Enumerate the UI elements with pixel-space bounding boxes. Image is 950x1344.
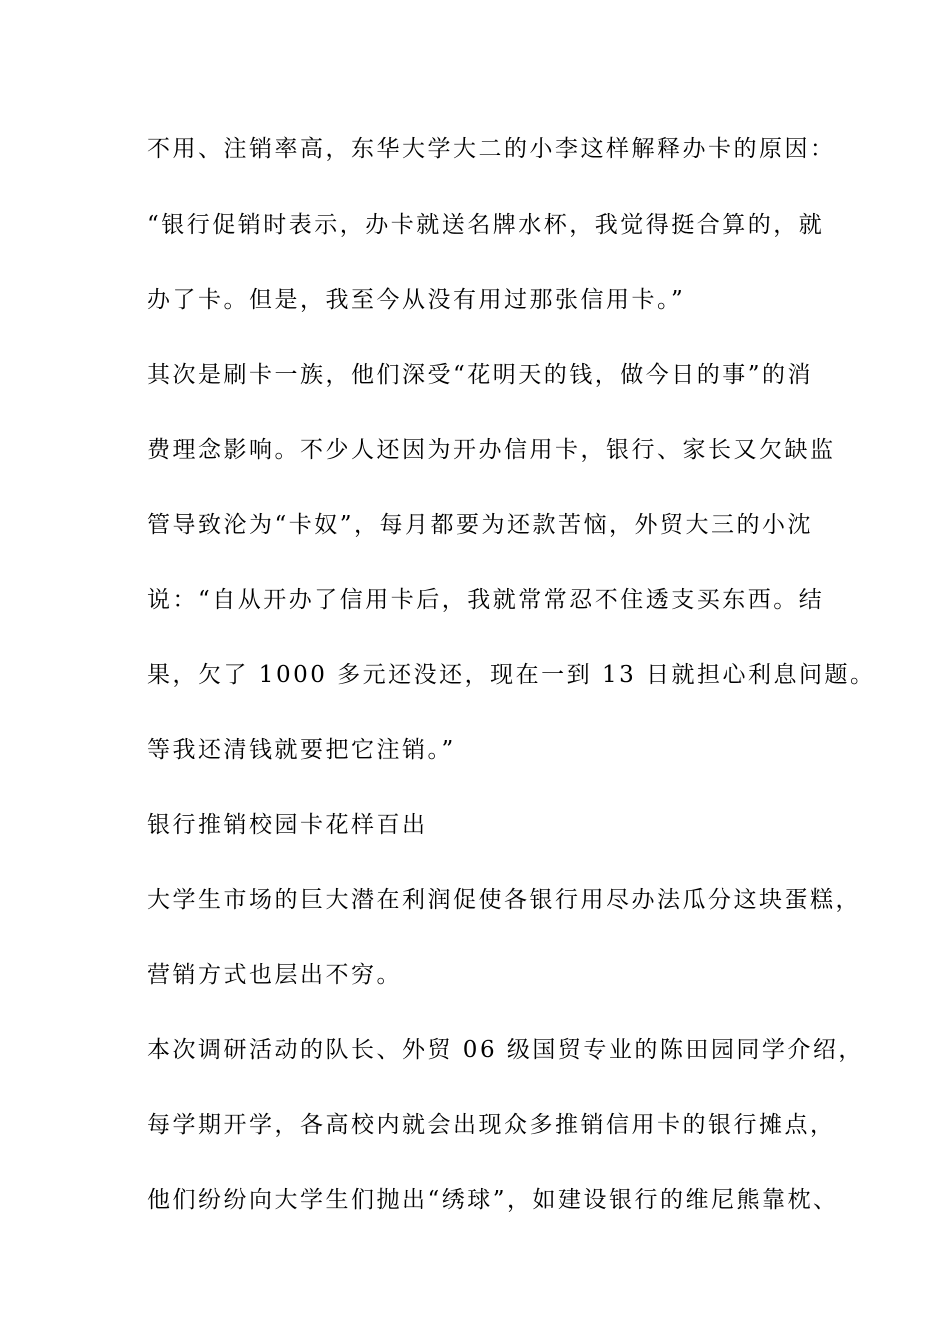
text-line: 办了卡。但是，我至今从没有用过那张信用卡。” <box>147 287 686 313</box>
section-heading: 银行推销校园卡花样百出 <box>147 812 428 838</box>
text-line: 营销方式也层出不穷。 <box>147 962 402 988</box>
text-line: 本次调研活动的队长、外贸 06 级国贸专业的陈田园同学介绍， <box>147 1037 864 1063</box>
text-line: 他们纷纷向大学生们抛出“绣球”，如建设银行的维尼熊靠枕、 <box>147 1187 839 1213</box>
text-line: 等我还清钱就要把它注销。” <box>147 737 456 763</box>
text-line: 其次是刷卡一族，他们深受“花明天的钱，做今日的事”的消 <box>147 362 814 388</box>
text-line: 每学期开学，各高校内就会出现众多推销信用卡的银行摊点， <box>147 1112 836 1138</box>
text-line: 说：“自从开办了信用卡后，我就常常忍不住透支买东西。结 <box>147 587 825 613</box>
text-line: 管导致沦为“卡奴”，每月都要为还款苦恼，外贸大三的小沈 <box>147 512 814 538</box>
text-line: 不用、注销率高，东华大学大二的小李这样解释办卡的原因： <box>147 136 836 162</box>
text-line: 大学生市场的巨大潜在利润促使各银行用尽办法瓜分这块蛋糕， <box>147 887 861 913</box>
text-line: “银行促销时表示，办卡就送名牌水杯，我觉得挺合算的，就 <box>147 212 825 238</box>
text-line: 果，欠了 1000 多元还没还，现在一到 13 日就担心利息问题。 <box>147 662 876 688</box>
text-line: 费理念影响。不少人还因为开办信用卡，银行、家长又欠缺监 <box>147 437 836 463</box>
